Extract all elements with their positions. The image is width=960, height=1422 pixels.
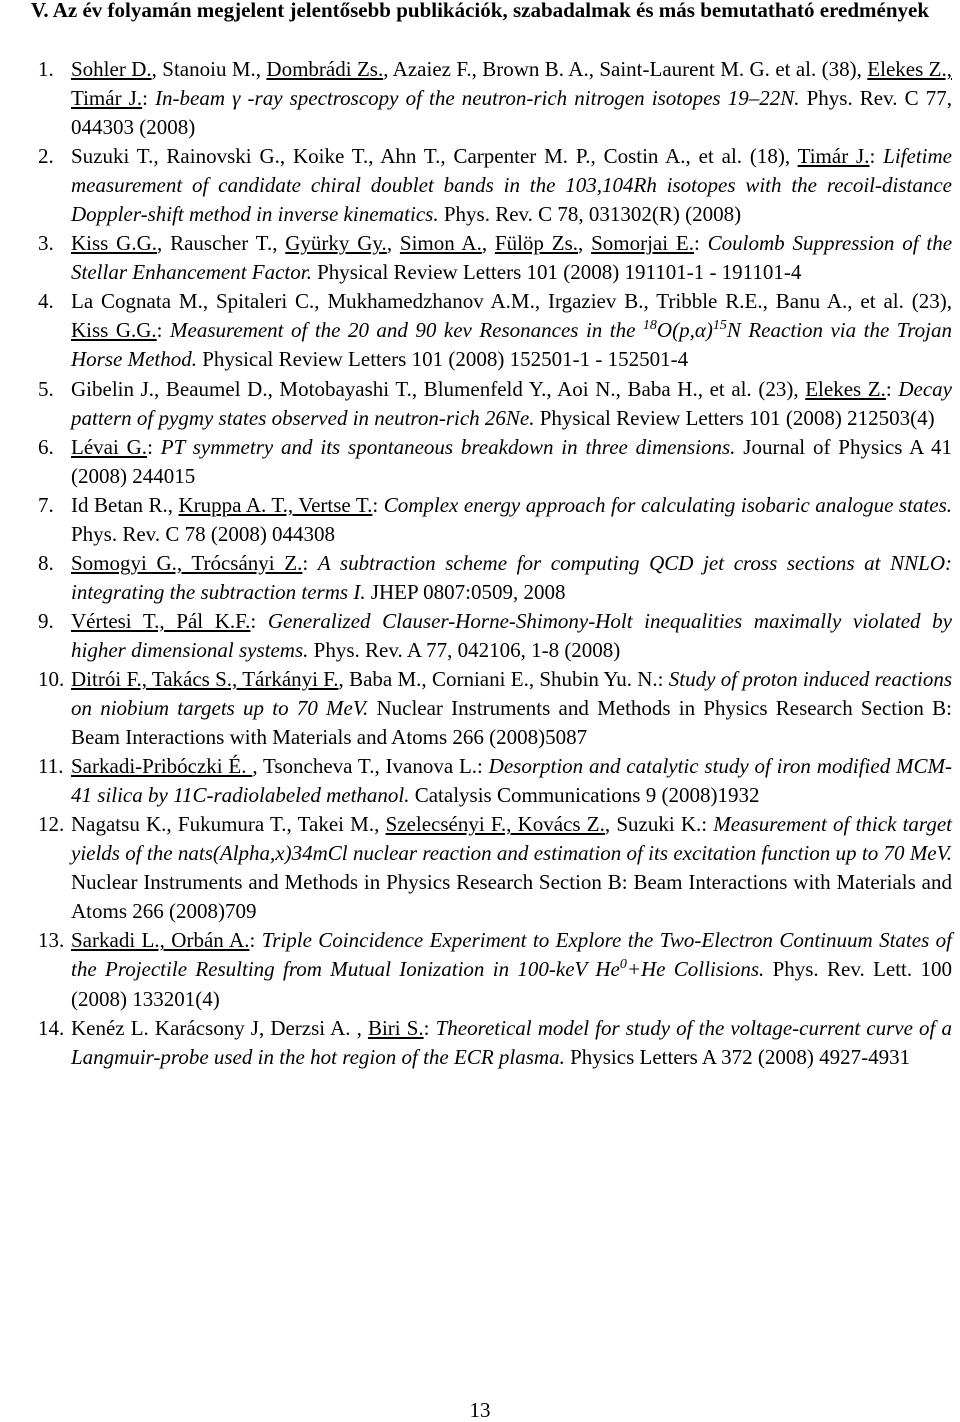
publication-number: 11. — [38, 754, 64, 779]
publication-title: Triple Coincidence Experiment to Explore the Two-Electron Continuum States of the Projectile Resulting from Mutual Ionization in 100-keV He — [71, 928, 952, 982]
publication-number: 5. — [38, 376, 54, 401]
publication-number: 3. — [38, 231, 54, 256]
citation-text: Phys. Rev. C 78 (2008) 044308 — [71, 521, 336, 546]
publication-item — [38, 287, 952, 374]
citation-text: : — [885, 376, 899, 401]
publication-number: 2. — [38, 144, 54, 169]
citation-text: : — [869, 144, 884, 169]
author-highlight: Somorjai E. — [591, 231, 694, 256]
citation-text: : — [302, 550, 318, 575]
citation-text: : — [250, 608, 268, 633]
author-highlight: Kiss G.G. — [71, 318, 157, 343]
citation-text: La Cognata M., Spitaleri C., Mukhamedzhanov A.M., Irgaziev B., Tribble R.E., Banu A., et al. (23), — [71, 289, 952, 314]
citation-text: Gibelin J., Beaumel D., Motobayashi T., Blumenfeld Y., Aoi N., Baba H., et al. (23), — [71, 376, 806, 401]
citation-text: Phys. Rev. C 78, 031302(R) (2008) — [438, 202, 742, 227]
publication-item — [38, 607, 952, 665]
publication-title: Measurement of the 20 and 90 kev Resonances in the — [170, 318, 643, 343]
citation-text: , Baba M., Corniani E., Shubin Yu. N.: — [338, 666, 669, 691]
citation-text: : — [147, 434, 161, 459]
publication-title: Measurement of thick target yields of the nats(Alpha,x)34mCl nuclear reaction and estimation of its excitation function up to 70 MeV. — [71, 812, 952, 866]
citation-text: Phys. Rev. C 77, 044303 (2008) — [71, 86, 952, 140]
publication-title: Theoretical model for study of the voltage-current curve of a Langmuir-probe used in the hot region of the ECR plasma. — [71, 1015, 952, 1069]
citation-text: Phys. Rev. A 77, 042106, 1-8 (2008) — [308, 637, 621, 662]
superscript: 15 — [712, 318, 727, 334]
publication-item — [38, 1014, 952, 1072]
citation-text: , Azaiez F., Brown B. A., Saint-Laurent M. G. et al. (38), — [383, 57, 868, 81]
author-highlight: Szelecsényi F., Kovács Z. — [385, 812, 605, 837]
publication-title: A subtraction scheme for computing QCD jet cross sections at NNLO: integrating the subtraction terms I. — [71, 550, 953, 604]
publication-item — [38, 665, 952, 752]
publication-number: 10. — [38, 666, 65, 691]
author-highlight: Biri S. — [367, 1015, 424, 1040]
publication-item — [38, 926, 952, 1013]
publication-list — [38, 55, 952, 1072]
citation-text: : — [142, 86, 156, 111]
publication-title: +He Collisions. — [626, 957, 765, 982]
publication-number: 12. — [38, 812, 65, 837]
publication-item — [38, 549, 952, 607]
citation-text: Nuclear Instruments and Methods in Physics Research Section B: Beam Interactions with Materials and Atoms 266 (2008)709 — [71, 870, 952, 924]
citation-text: , Rauscher T., — [157, 231, 286, 256]
publication-item — [38, 491, 952, 549]
publication-item — [38, 752, 952, 810]
publication-number: 7. — [38, 492, 54, 517]
publication-title: Complex energy approach for calculating isobaric analogue states. — [383, 492, 953, 517]
citation-text: : — [372, 492, 384, 517]
author-highlight: Somogyi G., Trócsányi Z. — [71, 550, 303, 575]
author-highlight: Dombrádi Zs. — [266, 57, 384, 81]
publication-title: Study of proton induced reactions on niobium targets up to 70 MeV. — [71, 666, 952, 721]
publication-title: N Reaction via the Trojan Horse Method. — [71, 318, 952, 372]
author-highlight: Kiss G.G. — [71, 231, 158, 256]
publication-number: 9. — [38, 608, 54, 633]
publication-number: 8. — [38, 550, 54, 575]
publication-number: 4. — [38, 289, 54, 314]
section-heading: V. Az év folyamán megjelent jelentősebb publikációk, szabadalmak és más bemutatható eredmények — [30, 0, 930, 22]
citation-text: Kenéz L. Karácsony J, Derzsi A. , — [71, 1015, 368, 1040]
citation-text: Physical Review Letters 101 (2008) 152501-1 - 152501-4 — [196, 347, 689, 372]
author-highlight: Elekes Z. — [805, 376, 886, 401]
author-highlight: Elekes Z., Timár J. — [71, 57, 952, 111]
citation-text: , Tsoncheva T., Ivanova L.: — [252, 754, 489, 779]
citation-text: , Suzuki K.: — [604, 812, 714, 837]
publication-item — [38, 810, 952, 926]
publication-title: Lifetime measurement of candidate chiral doublet bands in the 103,104Rh isotopes with the recoil-distance Doppler-shift method in inverse kinematics. — [71, 144, 952, 227]
citation-text: Physics Letters A 372 (2008) 4927-4931 — [564, 1044, 911, 1069]
citation-text: Id Betan R., — [71, 492, 179, 517]
citation-text: JHEP 0807:0509, 2008 — [365, 579, 566, 604]
publication-title: PT symmetry and its spontaneous breakdown in three dimensions. — [160, 434, 736, 459]
publication-title: In-beam γ -ray spectroscopy of the neutron-rich nitrogen isotopes 19–22N. — [155, 86, 800, 111]
citation-text: Phys. Rev. Lett. 100 (2008) 133201(4) — [71, 957, 952, 1011]
citation-text: Physical Review Letters 101 (2008) 191101-1 - 191101-4 — [311, 260, 802, 285]
author-highlight: Timár J. — [797, 144, 870, 169]
publication-title: Desorption and catalytic study of iron modified MCM-41 silica by 11C-radiolabeled methanol. — [71, 754, 952, 808]
page-number: 13 — [469, 1398, 491, 1422]
superscript: 18 — [642, 318, 657, 334]
superscript: 0 — [619, 957, 627, 973]
citation-text: : — [693, 231, 708, 256]
citation-text: , — [386, 231, 400, 256]
citation-text: , — [481, 231, 495, 256]
author-highlight: Sarkadi-Pribóczki É. — [71, 754, 253, 779]
publication-item — [38, 375, 952, 433]
publication-title: Generalized Clauser-Horne-Shimony-Holt inequalities maximally violated by higher dimensional systems. — [71, 608, 952, 662]
author-highlight: Ditrói F., Takács S., Tárkányi F. — [71, 666, 339, 691]
citation-text: , — [578, 231, 592, 256]
citation-text: : — [156, 318, 170, 343]
publication-number: 14. — [38, 1015, 65, 1040]
publication-number: 13. — [38, 928, 65, 953]
citation-text: Nagatsu K., Fukumura T., Takei M., — [71, 812, 386, 837]
citation-text: : — [423, 1015, 436, 1040]
author-highlight: Simon A. — [399, 231, 482, 256]
publication-item — [38, 229, 952, 287]
citation-text: Journal of Physics A 41 (2008) 244015 — [71, 434, 952, 488]
author-highlight: Lévai G. — [71, 434, 148, 459]
publication-title: Decay pattern of pygmy states observed in neutron-rich 26Ne. — [71, 376, 952, 430]
publication-item — [38, 433, 952, 491]
author-highlight: Kruppa A. T., Vertse T. — [178, 492, 373, 517]
author-highlight: Fülöp Zs. — [494, 231, 578, 256]
citation-text: Nuclear Instruments and Methods in Physics Research Section B: Beam Interactions with Materials and Atoms 266 (2008)5087 — [71, 696, 952, 750]
publication-item — [38, 55, 952, 142]
author-highlight: Sohler D. — [71, 57, 152, 81]
author-highlight: Gyürky Gy. — [285, 231, 387, 256]
publication-item — [38, 142, 952, 229]
citation-text: Suzuki T., Rainovski G., Koike T., Ahn T., Carpenter M. P., Costin A., et al. (18), — [71, 144, 798, 169]
author-highlight: Vértesi T., Pál K.F. — [71, 608, 251, 633]
publication-number: 6. — [38, 434, 54, 459]
publication-title: O(p,α) — [656, 318, 713, 343]
publication-number: 1. — [38, 57, 54, 81]
publication-title: Coulomb Suppression of the Stellar Enhancement Factor. — [71, 231, 953, 285]
author-highlight: Sarkadi L., Orbán A. — [71, 928, 250, 953]
citation-text: Catalysis Communications 9 (2008)1932 — [409, 783, 760, 808]
citation-text: : — [249, 928, 262, 953]
citation-text: Physical Review Letters 101 (2008) 212503(4) — [534, 405, 935, 430]
citation-text: , Stanoiu M., — [151, 57, 267, 81]
